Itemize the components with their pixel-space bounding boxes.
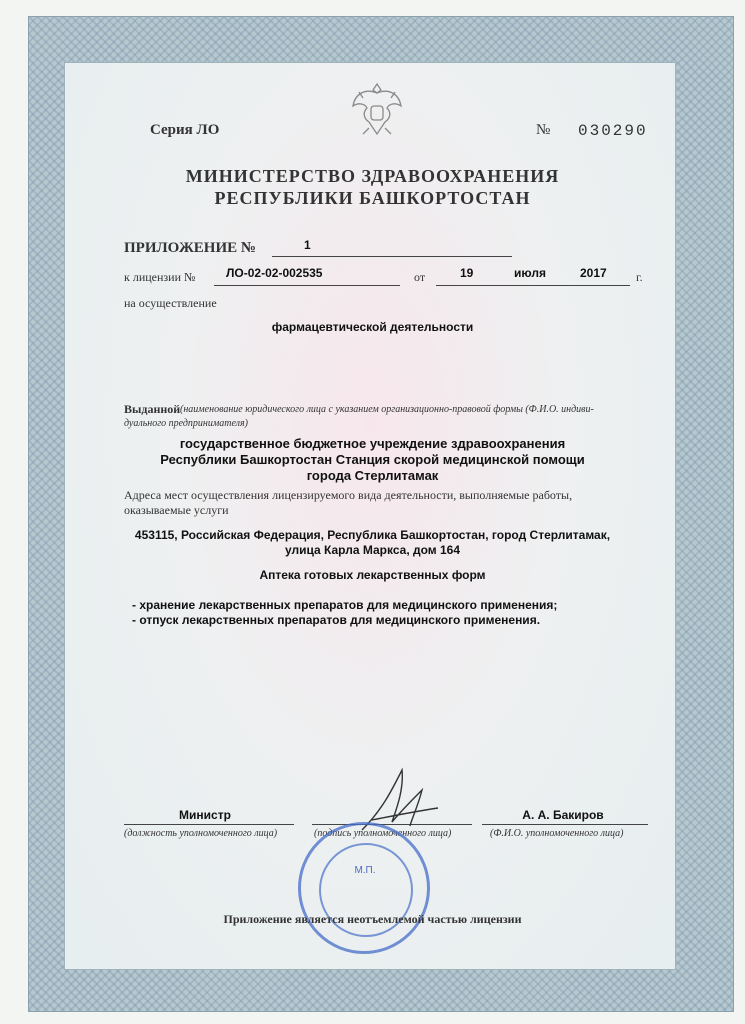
form-number: 030290 — [578, 122, 648, 140]
activity-label: на осуществление — [124, 296, 217, 310]
position-value: Министр — [179, 808, 231, 822]
service-item-2: - отпуск лекарственных препаратов для медицинского применения. — [132, 613, 541, 627]
appendix-underline — [272, 256, 512, 257]
year-suffix: г. — [636, 270, 643, 284]
date-underline — [436, 285, 630, 286]
organization-line1: государственное бюджетное учреждение здравоохранения — [179, 436, 566, 451]
issued-label: Выданной — [124, 402, 181, 416]
signature-caption: (подпись уполномоченного лица) — [314, 828, 452, 839]
license-number: ЛО-02-02-002535 — [226, 266, 323, 280]
license-label: к лицензии № — [124, 270, 196, 284]
addresses-label-line2: оказываемые услуги — [124, 503, 229, 517]
name-caption: (Ф.И.О. уполномоченного лица) — [490, 828, 624, 839]
double-headed-eagle-emblem — [345, 78, 409, 142]
seal-mark-text: М.П. — [354, 865, 376, 876]
license-year: 2017 — [580, 266, 607, 280]
organization-line3: города Стерлитамак — [306, 468, 439, 483]
license-day: 19 — [460, 266, 474, 280]
appendix-label: ПРИЛОЖЕНИЕ № — [124, 240, 256, 256]
position-underline — [124, 824, 294, 825]
activity-value: фармацевтической деятельности — [271, 320, 474, 334]
signer-name: А. А. Бакиров — [522, 808, 604, 822]
name-underline — [482, 824, 648, 825]
address-line2: улица Карла Маркса, дом 164 — [284, 543, 461, 557]
issued-note-line1: (наименование юридического лица с указанием организационно-правовой формы (Ф.И.О. индиви- — [180, 404, 594, 415]
number-sign: № — [536, 122, 551, 138]
addresses-label-line1: Адреса мест осуществления лицензируемого вида деятельности, выполняемые работы, — [124, 488, 573, 502]
address-line1: 453115, Российская Федерация, Республика Башкортостан, город Стерлитамак, — [134, 528, 611, 542]
official-seal-stamp — [298, 822, 430, 954]
issued-note-line2: дуального предпринимателя) — [124, 418, 248, 429]
appendix-number: 1 — [304, 238, 311, 252]
license-number-underline — [214, 285, 400, 286]
footer-note: Приложение является неотъемлемой частью лицензии — [223, 912, 522, 926]
ministry-title-line1: МИНИСТЕРСТВО ЗДРАВООХРАНЕНИЯ — [185, 166, 560, 186]
ministry-title-line2: РЕСПУБЛИКИ БАШКОРТОСТАН — [214, 188, 531, 208]
from-label: от — [414, 270, 426, 284]
series-label: Серия ЛО — [150, 122, 220, 138]
license-month: июля — [514, 266, 546, 280]
organization-line2: Республики Башкортостан Станция скорой медицинской помощи — [160, 452, 585, 467]
service-item-1: - хранение лекарственных препаратов для медицинского применения; — [132, 598, 558, 612]
facility-name: Аптека готовых лекарственных форм — [259, 568, 486, 582]
position-caption: (должность уполномоченного лица) — [124, 828, 278, 839]
